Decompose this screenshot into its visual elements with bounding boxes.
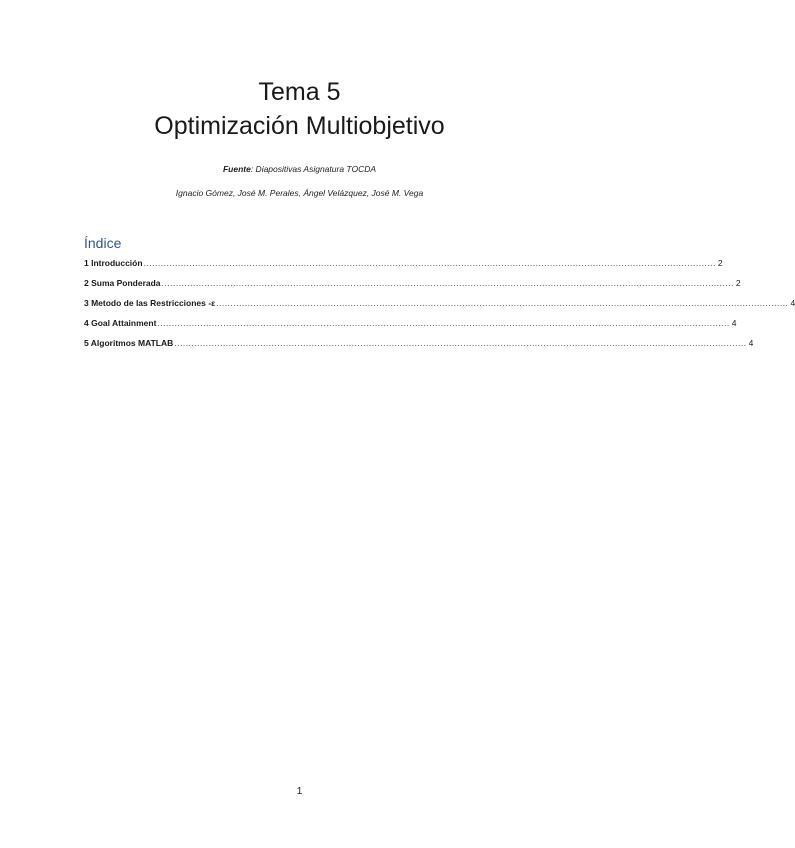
source-line	[0, 164, 599, 174]
toc-entry-page: 2	[717, 258, 723, 268]
toc-leader-dots: ........................................................................................................................................................................................................	[143, 258, 716, 268]
authors-line: Ignacio Gómez, José M. Perales, Ángel Velázquez, José M. Vega	[175, 188, 424, 198]
toc-entry-label: 5 Algoritmos MATLAB	[84, 338, 174, 348]
toc-heading: Índice	[84, 235, 122, 251]
toc-entry-label: 1 Introducción	[84, 258, 143, 268]
toc-entry[interactable]	[84, 258, 723, 278]
document-title-line-1: Tema 5	[258, 78, 341, 106]
toc-entry-label: 2 Suma Ponderada	[84, 278, 161, 288]
toc-leader-dots: ........................................................................................................................................................................................................	[216, 298, 789, 308]
toc-leader-dots: ........................................................................................................................................................................................................	[174, 338, 747, 348]
toc-entry-label: 3 Metodo de las Restricciones -ε	[84, 298, 216, 308]
source-label: Fuente	[222, 164, 251, 174]
toc-entry[interactable]	[84, 318, 737, 338]
toc-entry[interactable]	[84, 298, 795, 318]
source-text: : Diapositivas Asignatura TOCDA	[250, 164, 377, 174]
toc-entry-label: 4 Goal Attainment	[84, 318, 157, 328]
toc-entry-page: 2	[735, 278, 741, 288]
document-title-line-2: Optimización Multiobjetivo	[154, 112, 445, 140]
toc-leader-dots: ........................................................................................................................................................................................................	[157, 318, 730, 328]
page-number: 1	[296, 786, 303, 797]
toc-leader-dots: ........................................................................................................................................................................................................	[161, 278, 734, 288]
toc-entry-page: 4	[731, 318, 737, 328]
toc-entry-page: 4	[748, 338, 754, 348]
toc-entry[interactable]	[84, 278, 741, 298]
toc-entry[interactable]	[84, 338, 754, 358]
table-of-contents	[84, 258, 795, 358]
toc-entry-page: 4	[790, 298, 795, 308]
